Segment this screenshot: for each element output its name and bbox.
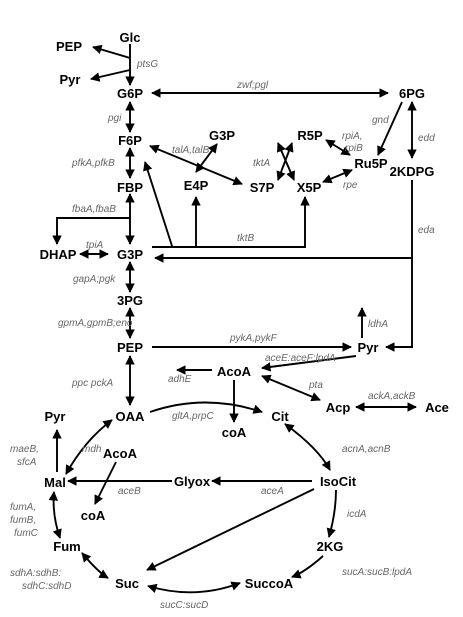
metabolite-fbp: FBP — [117, 180, 143, 195]
enzyme-mdh: mdh — [82, 444, 102, 455]
metabolite-6pg: 6PG — [398, 86, 426, 101]
arrow-pts-pyr — [91, 70, 130, 79]
enzyme-mae-1: maeB, — [10, 444, 39, 455]
enzyme-tkta: tktA — [253, 158, 271, 169]
metabolite-g3p-upper: G3P — [208, 128, 236, 143]
enzyme-gpm: gpmA,gpmB;eno — [58, 318, 133, 329]
arrow-fum-suc — [82, 553, 108, 578]
enzyme-gnd: gnd — [372, 115, 389, 126]
enzyme-ptsg: ptsG — [137, 59, 159, 70]
metabolite-coa-mid: coA — [221, 425, 247, 440]
arrow-mal-fum — [54, 492, 60, 538]
metabolite-glc: Glc — [119, 30, 141, 45]
metabolite-pyr: Pyr — [357, 340, 379, 355]
arrow-succoa-suc — [148, 583, 240, 592]
metabolite-acoa-lower: AcoA — [103, 446, 137, 461]
metabolite-oaa: OAA — [115, 409, 145, 424]
metabolite-mal: Mal — [44, 475, 66, 490]
metabolite-g3p: G3P — [116, 247, 144, 262]
enzyme-fba: fbaA,fbaB — [72, 204, 116, 215]
metabolite-r5p: R5P — [297, 128, 323, 143]
enzyme-ppc: ppc pckA — [72, 378, 114, 389]
arrow-f6p-g3p-tkt — [145, 162, 172, 246]
enzyme-fum-3: fumC — [14, 528, 38, 539]
metabolite-suc: Suc — [115, 576, 139, 591]
enzyme-ack: ackA,ackB — [368, 391, 416, 402]
metabolite-acoa: AcoA — [217, 364, 251, 379]
metabolite-acp: Acp — [325, 400, 351, 415]
enzyme-suca: sucA:sucB:lpdA — [342, 567, 413, 578]
enzyme-glt: gltA,prpC — [172, 411, 214, 422]
enzyme-acn: acnA,acnB — [342, 444, 391, 455]
enzyme-tpia: tpiA — [86, 240, 104, 251]
metabolite-glyox: Glyox — [173, 474, 211, 489]
metabolite-pyr-top: Pyr — [59, 72, 81, 87]
metabolite-2kg: 2KG — [316, 539, 344, 554]
metabolite-f6p: F6P — [118, 133, 142, 148]
metabolite-cit: Cit — [271, 409, 289, 424]
enzyme-fum-1: fumA, — [10, 502, 37, 513]
metabolite-ace: Ace — [425, 400, 449, 415]
metabolite-ru5p: Ru5P — [354, 156, 388, 171]
enzyme-pfk: pfkA,pfkB — [72, 158, 115, 169]
enzyme-icda: icdA — [347, 509, 367, 520]
enzyme-edd: edd — [418, 133, 435, 144]
metabolite-succoa: SuccoA — [244, 576, 294, 591]
metabolite-3pg: 3PG — [116, 293, 144, 308]
enzyme-eda: eda — [418, 225, 435, 236]
metabolite-g6p: G6P — [116, 86, 144, 101]
arrow-6pg-ru5p — [378, 102, 402, 155]
metabolite-e4p: E4P — [183, 178, 209, 193]
enzyme-gap: gapA;pgk — [73, 274, 116, 285]
arrow-tktb-x5p — [152, 197, 305, 247]
enzyme-rpi-1: rpiA, — [342, 131, 363, 142]
arrow-eda-pyr — [386, 258, 412, 347]
metabolite-s7p: S7P — [249, 180, 275, 195]
metabolite-x5p: X5P — [296, 180, 322, 195]
metabolite-2kdpg: 2KDPG — [389, 164, 435, 179]
enzyme-succ: sucC:sucD — [160, 600, 209, 611]
enzyme-pyk: pykA,pykF — [230, 333, 277, 344]
arrow-pts-pep — [93, 47, 130, 58]
arrow-isocit-2kg — [329, 490, 336, 537]
enzyme-pta: pta — [309, 380, 323, 391]
enzyme-ldha: ldhA — [368, 319, 389, 330]
arrow-isocit-suc — [147, 489, 314, 570]
enzyme-acea: aceA — [261, 486, 284, 497]
enzyme-fum-2: fumB, — [10, 515, 37, 526]
enzyme-zwf: zwf;pgl — [237, 80, 269, 91]
metabolite-dhap: DHAP — [39, 247, 77, 262]
arrow-2kg-succoa — [292, 556, 323, 577]
enzyme-adhe: adhE — [168, 374, 192, 385]
metabolite-isocit: IsoCit — [319, 474, 357, 489]
arrow-cit-isocit — [285, 424, 330, 470]
enzyme-pgi: pgi — [108, 113, 122, 124]
enzyme-tal: talA,talB — [172, 145, 210, 156]
enzyme-ace: aceE:aceF:lpdA — [265, 353, 336, 364]
enzyme-rpe: rpe — [343, 180, 358, 191]
metabolite-fum: Fum — [53, 539, 81, 554]
metabolite-pyr-left: Pyr — [44, 409, 66, 424]
metabolite-pep: PEP — [116, 340, 144, 355]
enzyme-tktb: tktB — [237, 233, 255, 244]
metabolite-pep-top: PEP — [55, 39, 83, 54]
enzyme-rpi-2: rpiB — [345, 143, 363, 154]
arrow-acoa-lower-coa — [95, 462, 116, 504]
enzyme-aceb: aceB — [118, 486, 141, 497]
enzyme-sdh-1: sdhA:sdhB: — [10, 568, 62, 579]
enzyme-sdh-2: sdhC:sdhD — [22, 581, 72, 592]
enzyme-mae-2: sfcA — [17, 457, 37, 468]
metabolite-coa-lower: coA — [80, 508, 106, 523]
